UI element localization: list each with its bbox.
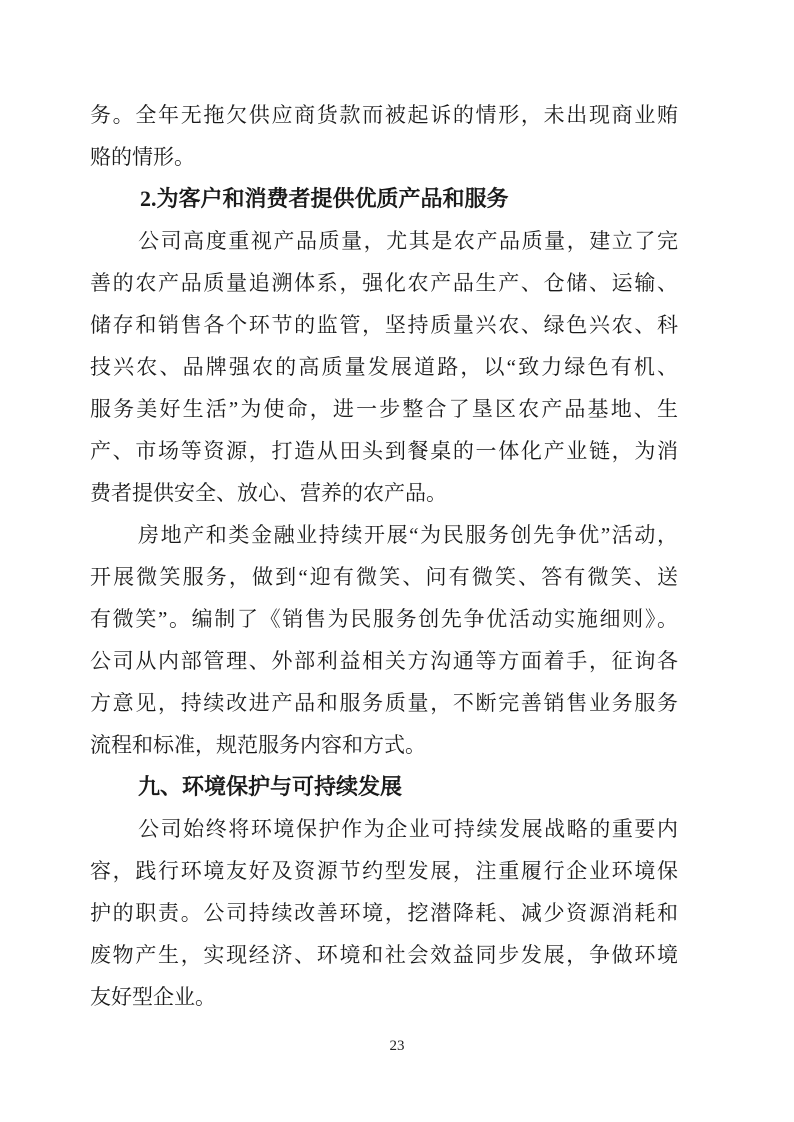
text-line: 房地产和类金融业持续开展“为民服务创先争优”活动， xyxy=(138,523,678,547)
page-number: 23 xyxy=(389,1038,405,1054)
text-line: 善的农产品质量追溯体系，强化农产品生产、仓储、运输、 xyxy=(90,271,678,295)
text-line: 方意见，持续改进产品和服务质量，不断完善销售业务服务 xyxy=(90,691,678,715)
text-line: 有微笑”。编制了《销售为民服务创先争优活动实施细则》。 xyxy=(90,607,678,631)
text-line: 容，践行环境友好及资源节约型发展，注重履行企业环境保 xyxy=(90,859,678,883)
paragraph xyxy=(90,220,678,514)
paragraph xyxy=(90,514,678,766)
text-line: 开展微笑服务，做到“迎有微笑、问有微笑、答有微笑、送 xyxy=(90,565,678,589)
text-line: 废物产生，实现经济、环境和社会效益同步发展，争做环境 xyxy=(90,943,678,967)
text-line: 费者提供安全、放心、营养的农产品。 xyxy=(90,481,447,505)
text-line: 公司从内部管理、外部利益相关方沟通等方面着手，征询各 xyxy=(90,649,678,673)
subsection-heading: 2.为客户和消费者提供优质产品和服务 xyxy=(140,186,509,211)
text-line: 务。全年无拖欠供应商货款而被起诉的情形，未出现商业贿 xyxy=(90,103,678,127)
text-line: 友好型企业。 xyxy=(90,985,216,1009)
paragraph xyxy=(90,808,678,1018)
text-line: 技兴农、品牌强农的高质量发展道路，以“致力绿色有机、 xyxy=(90,355,678,379)
text-line: 护的职责。公司持续改善环境，挖潜降耗、减少资源消耗和 xyxy=(90,901,678,925)
text-line: 赂的情形。 xyxy=(90,145,195,169)
paragraph xyxy=(90,94,678,178)
text-line: 公司始终将环境保护作为企业可持续发展战略的重要内 xyxy=(138,817,678,841)
text-line: 服务美好生活”为使命，进一步整合了垦区农产品基地、生 xyxy=(90,397,678,421)
text-line: 公司高度重视产品质量，尤其是农产品质量，建立了完 xyxy=(138,229,678,253)
text-line: 储存和销售各个环节的监管，坚持质量兴农、绿色兴农、科 xyxy=(90,313,678,337)
section-heading: 九、环境保护与可持续发展 xyxy=(138,774,403,799)
page-body-text xyxy=(90,94,678,1018)
text-line: 产、市场等资源，打造从田头到餐桌的一体化产业链，为消 xyxy=(90,439,678,463)
text-line: 流程和标准，规范服务内容和方式。 xyxy=(90,733,426,757)
